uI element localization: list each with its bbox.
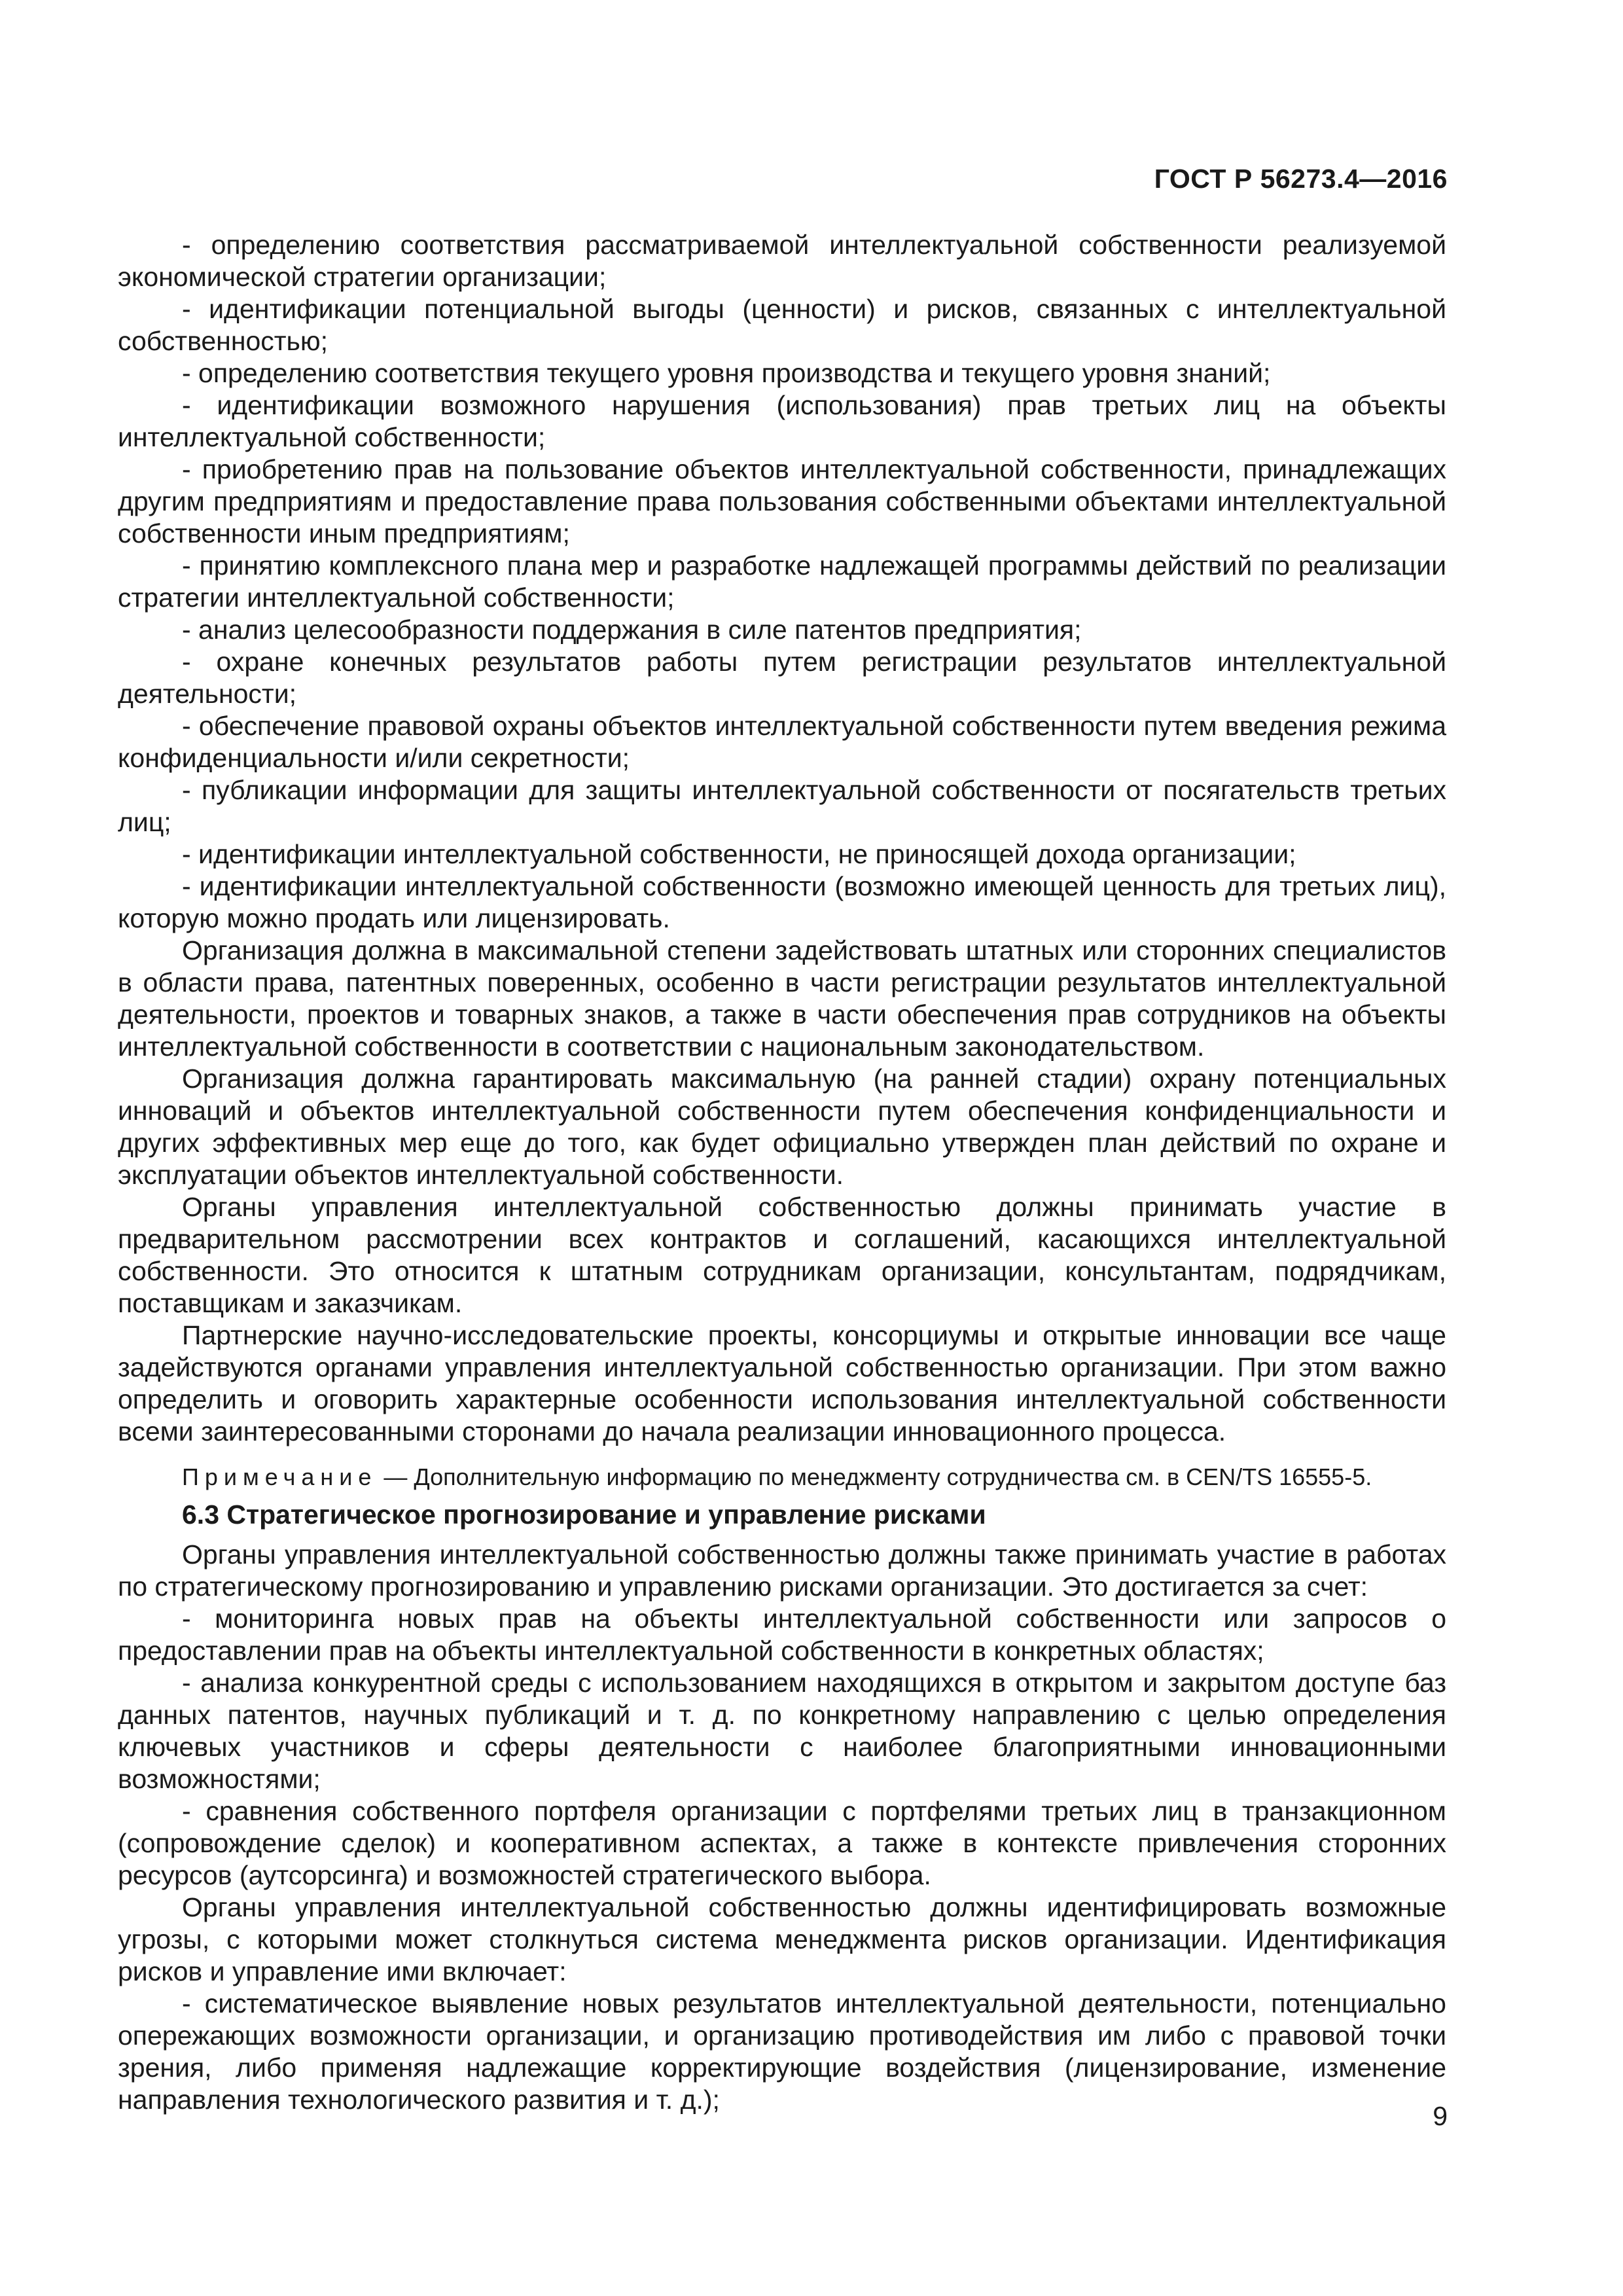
note [118, 1462, 1446, 1492]
document-body [118, 229, 1446, 2116]
list-item: - приобретению прав на пользование объектов интеллектуальной собственности, принадлежащих другим предприятиям и предоставление права пользования собственными объектами интеллектуальной собственности иным предприятиям; [118, 454, 1446, 548]
body-paragraph: Органы управления интеллектуальной собственностью должны принимать участие в предварительном рассмотрении всех контрактов и соглашений, касающихся интеллектуальной собственности. Это относится к штатным сотрудникам организации, консультантам, подрядчикам, поставщикам и заказчикам. [118, 1192, 1446, 1318]
list-item: - принятию комплексного плана мер и разработке надлежащей программы действий по реализации стратегии интеллектуальной собственности; [118, 550, 1446, 613]
list-item: - анализ целесообразности поддержания в силе патентов предприятия; [182, 615, 1082, 645]
list-item: - анализа конкурентной среды с использованием находящихся в открытом и закрытом доступе баз данных патентов, научных публикаций и т. д. по конкретному направлению с целью определения ключевых участников и сферы деятельности с наиболее благоприятными инновационными возможностями; [118, 1668, 1446, 1794]
list-item: - охране конечных результатов работы путем регистрации результатов интеллектуальной деятельности; [118, 647, 1446, 709]
body-paragraph: Организация должна гарантировать максимальную (на ранней стадии) охрану потенциальных инноваций и объектов интеллектуальной собственности путем обеспечения конфиденциальности и других эффективных мер еще до того, как будет официально утвержден план действий по охране и эксплуатации объектов интеллектуальной собственности. [118, 1064, 1446, 1190]
list-item: - обеспечение правовой охраны объектов интеллектуальной собственности путем введения режима конфиденциальности и/или секретности; [118, 711, 1446, 773]
list-item: - определению соответствия рассматриваемой интеллектуальной собственности реализуемой экономической стратегии организации; [118, 230, 1446, 292]
body-paragraph: Органы управления интеллектуальной собственностью должны также принимать участие в работах по стратегическому прогнозированию и управлению рисками организации. Это достигается за счет: [118, 1539, 1446, 1602]
list-item: - идентификации интеллектуальной собственности (возможно имеющей ценность для третьих лиц), которую можно продать или лицензировать. [118, 871, 1446, 933]
list-item: - идентификации потенциальной выгоды (ценности) и рисков, связанных с интеллектуальной собственностью; [118, 294, 1446, 356]
page-number: 9 [1433, 2101, 1448, 2131]
list-item: - идентификации интеллектуальной собственности, не приносящей дохода организации; [182, 839, 1296, 869]
list-item: - мониторинга новых прав на объекты интеллектуальной собственности или запросов о предоставлении прав на объекты интеллектуальной собственности в конкретных областях; [118, 1604, 1446, 1666]
list-item: - систематическое выявление новых результатов интеллектуальной деятельности, потенциально опережающих возможности организации, и организацию противодействия им либо с правовой точки зрения, либо применяя надлежащие корректирующие воздействия (лицензирование, изменение направления технологического развития и т. д.); [118, 1988, 1446, 2115]
body-paragraph: Органы управления интеллектуальной собственностью должны идентифицировать возможные угрозы, с которыми может столкнуться система менеджмента рисков организации. Идентификация рисков и управление ими включает: [118, 1892, 1446, 1986]
body-paragraph: Партнерские научно-исследовательские проекты, консорциумы и открытые инновации все чаще задействуются органами управления интеллектуальной собственностью организации. При этом важно определить и оговорить характерные особенности использования интеллектуальной собственности всеми заинтересованными сторонами до начала реализации инновационного процесса. [118, 1320, 1446, 1446]
note-text: — Дополнительную информацию по менеджменту сотрудничества см. в CEN/TS 16555-5. [377, 1463, 1372, 1490]
list-item: - идентификации возможного нарушения (использования) прав третьих лиц на объекты интеллектуальной собственности; [118, 390, 1446, 452]
section-heading: 6.3 Стратегическое прогнозирование и управление рисками [182, 1499, 986, 1530]
list-item: - сравнения собственного портфеля организации с портфелями третьих лиц в транзакционном (сопровождение сделок) и кооперативном аспектах, а также в контексте привлечения сторонних ресурсов (аутсорсинга) и возможностей стратегического выбора. [118, 1796, 1446, 1890]
list-item: - определению соответствия текущего уровня производства и текущего уровня знаний; [182, 358, 1271, 388]
body-paragraph: Организация должна в максимальной степени задействовать штатных или сторонних специалистов в области права, патентных поверенных, особенно в части регистрации результатов интеллектуальной деятельности, проектов и товарных знаков, а также в части обеспечения прав сотрудников на объекты интеллектуальной собственности в соответствии с национальным законодательством. [118, 935, 1446, 1062]
list-item: - публикации информации для защиты интеллектуальной собственности от посягательств третьих лиц; [118, 775, 1446, 837]
note-label: Примечание [182, 1463, 378, 1490]
standard-code-header: ГОСТ Р 56273.4—2016 [1154, 164, 1448, 194]
